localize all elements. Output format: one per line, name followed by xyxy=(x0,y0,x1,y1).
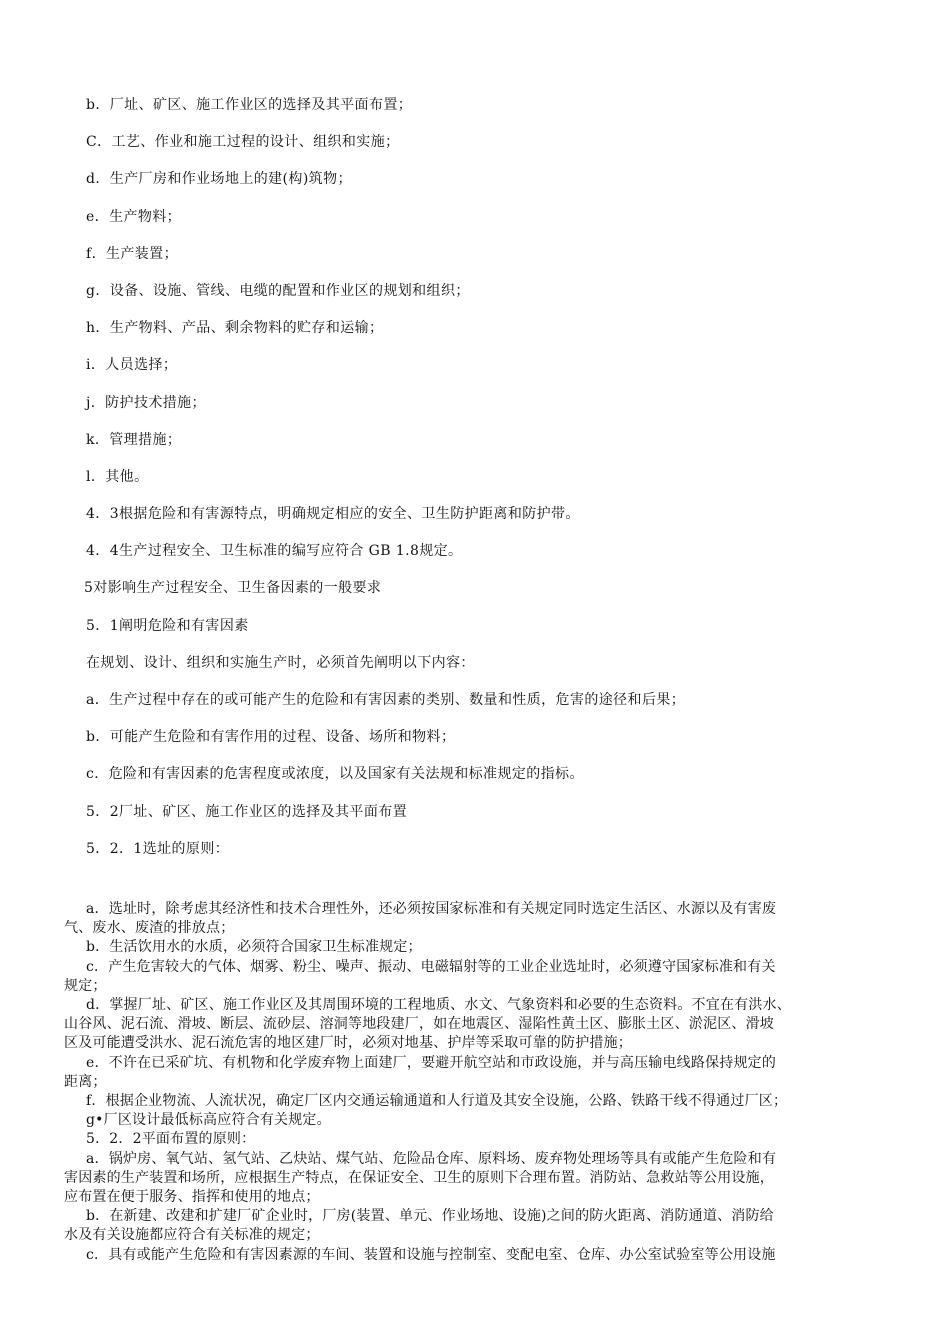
text-line-l: l．其他。 xyxy=(86,468,149,485)
site-item-c xyxy=(64,958,894,996)
text-line-c: C．工艺、作业和施工过程的设计、组织和实施； xyxy=(86,134,400,151)
site-item-b xyxy=(86,938,894,957)
text-line-k: k．管理措施； xyxy=(86,431,182,448)
paragraph-line: b．生活饮用水的水质，必须符合国家卫生标准规定； xyxy=(86,939,422,956)
paragraph-line: 5．2．2平面布置的原则： xyxy=(86,1131,256,1148)
text-line-e: e．生产物料； xyxy=(86,208,182,225)
clause-5-1-intro: 在规划、设计、组织和实施生产时，必须首先阐明以下内容： xyxy=(86,654,475,671)
text-line-i: i．人员选择； xyxy=(86,357,178,374)
clause-5-1-item-b: b．可能产生危险和有害作用的过程、设备、场所和物料； xyxy=(86,729,456,746)
text-line-f: f．生产装置； xyxy=(86,245,178,262)
paragraph-line: 应布置在便于服务、指挥和使用的地点； xyxy=(64,1189,320,1206)
paragraph-line: d．掌握厂址、矿区、施工作业区及其周围环境的工程地质、水文、气象资料和必要的生态资料。不宜在有洪水、 xyxy=(86,997,791,1014)
text-line-h: h．生产物料、产品、剩余物料的贮存和运输； xyxy=(86,320,384,337)
text-line-d: d．生产厂房和作业场地上的建(构)筑物； xyxy=(86,171,352,188)
clause-5-1-heading: 5．1阐明危险和有害因素 xyxy=(86,617,249,634)
paragraph-line: g•厂区设计最低标高应符合有关规定。 xyxy=(86,1112,331,1129)
clause-4-3: 4．3根据危险和有害源特点，明确规定相应的安全、卫生防护距离和防护带。 xyxy=(86,506,580,523)
site-item-g xyxy=(86,1111,894,1130)
site-item-e xyxy=(64,1054,894,1092)
site-item-a xyxy=(64,900,894,938)
paragraph-line: 水及有关设施都应符合有关标准的规定； xyxy=(64,1227,320,1244)
text-line-g: g．设备、设施、管线、电缆的配置和作业区的规划和组织； xyxy=(86,282,470,299)
paragraph-line: a．选址时，除考虑其经济性和技术合理性外，还必须按国家标准和有关规定同时选定生活区、水源以及有害废 xyxy=(86,901,777,917)
clause-5-2-heading: 5．2厂址、矿区、施工作业区的选择及其平面布置 xyxy=(86,803,408,820)
paragraph-line: b．在新建、改建和扩建厂矿企业时，厂房(装置、单元、作业场地、设施)之间的防火距离、消防通道、消防给 xyxy=(86,1208,774,1225)
paragraph-line: 害因素的生产装置和场所，应根据生产特点，在保证安全、卫生的原则下合理布置。消防站、急救站等公用设施， xyxy=(64,1169,774,1186)
paragraph-line: 区及可能遭受洪水、泥石流危害的地区建厂时，必须对地基、护岸等采取可靠的防护措施； xyxy=(64,1035,632,1052)
text-line-j: j．防护技术措施； xyxy=(86,394,206,411)
paragraph-line: c．具有或能产生危险和有害因素源的车间、装置和设施与控制室、变配电室、仓库、办公室试验室等公用设施 xyxy=(86,1246,776,1263)
upper-text-block xyxy=(86,96,906,877)
layout-item-b xyxy=(64,1207,894,1245)
paragraph-line: a．锅炉房、氧气站、氢气站、乙炔站、煤气站、危险品仓库、原料场、废弃物处理场等具有或能产生危险和有 xyxy=(86,1150,777,1167)
paragraph-line: 规定； xyxy=(64,977,107,994)
lower-text-block xyxy=(64,900,894,1265)
paragraph-line: 气、废水、废渣的排放点； xyxy=(64,920,235,937)
paragraph-line: c．产生危害较大的气体、烟雾、粉尘、噪声、振动、电磁辐射等的工业企业选址时，必须遵守国家标准和有关 xyxy=(86,958,776,975)
clause-5-2-1-heading: 5．2．1选址的原则： xyxy=(86,840,230,857)
paragraph-line: f．根据企业物流、人流状况，确定厂区内交通运输通道和人行道及其安全设施，公路、铁路干线不得通过厂区； xyxy=(86,1093,788,1110)
site-item-f xyxy=(86,1092,894,1111)
clause-4-4: 4．4生产过程安全、卫生标准的编写应符合 GB 1.8规定。 xyxy=(86,543,463,560)
clause-5-2-2-heading xyxy=(86,1130,894,1149)
text-line-b: b．厂址、矿区、施工作业区的选择及其平面布置； xyxy=(86,97,413,113)
paragraph-line: 距离； xyxy=(64,1073,107,1090)
site-item-d xyxy=(64,996,894,1054)
section-5-heading: 5对影响生产过程安全、卫生备因素的一般要求 xyxy=(84,580,382,597)
layout-item-c xyxy=(86,1246,894,1265)
paragraph-line: e．不许在已采矿坑、有机物和化学废弃物上面建厂，要避开航空站和市政设施，并与高压输电线路保持规定的 xyxy=(86,1054,777,1071)
layout-item-a xyxy=(64,1150,894,1208)
clause-5-1-item-c: c．危险和有害因素的危害程度或浓度，以及国家有关法规和标准规定的指标。 xyxy=(86,766,584,783)
paragraph-line: 山谷风、泥石流、滑坡、断层、流砂层、溶洞等地段建厂，如在地震区、湿陷性黄土区、膨胀土区、淤泥区、滑坡 xyxy=(64,1016,774,1033)
clause-5-1-item-a: a．生产过程中存在的或可能产生的危险和有害因素的类别、数量和性质，危害的途径和后果； xyxy=(86,692,686,708)
